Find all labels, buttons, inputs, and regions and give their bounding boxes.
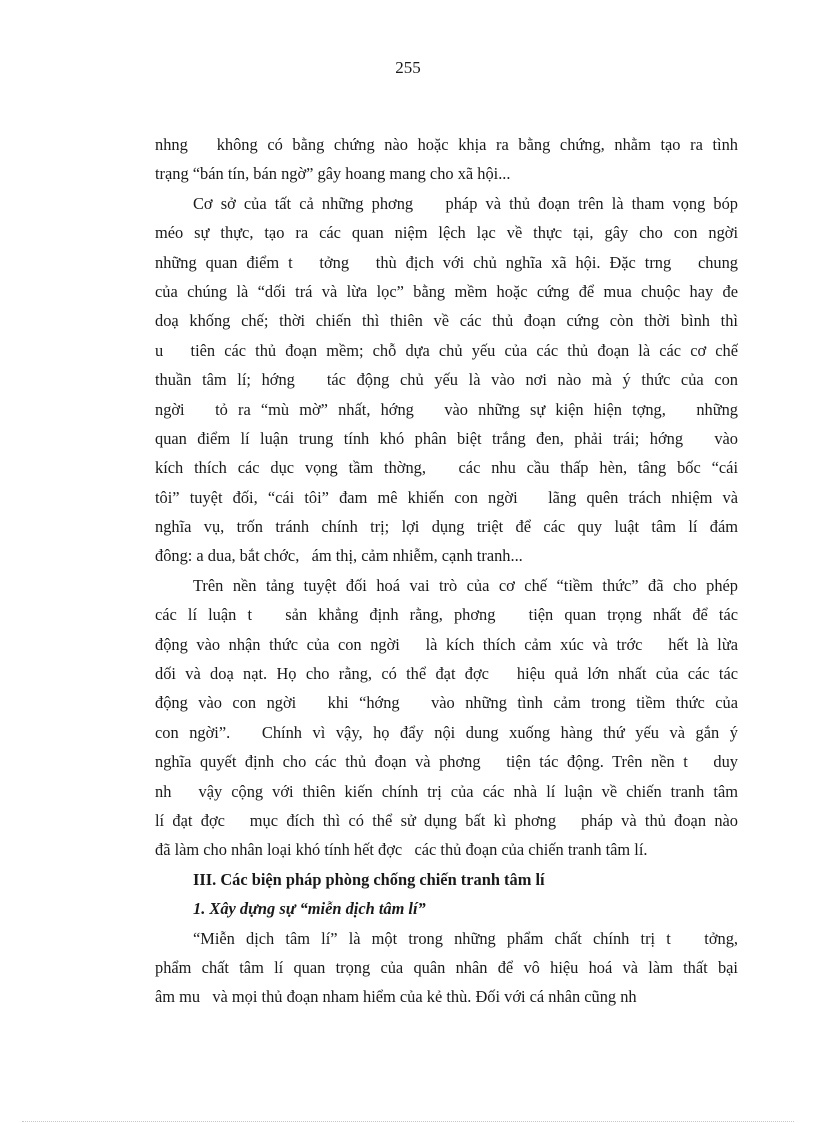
text-line: những quan điểm t tởng thù địch với chủ nghĩa xã hội. Đặc trng chung bbox=[155, 252, 738, 272]
text-line: thuần tâm lí; hớng tác động chủ yếu là vào nơi nào mà ý thức của con bbox=[155, 370, 738, 390]
text-line: động vào con ngời khi “hớng vào những tình cảm trong tiềm thức của bbox=[155, 693, 738, 713]
text-line: đã làm cho nhân loại khó tính hết đợc các thủ đoạn của chiến tranh tâm lí. bbox=[155, 840, 648, 860]
text-line: nh vậy cộng với thiên kiến chính trị của các nhà lí luận về chiến tranh tâm bbox=[155, 781, 738, 801]
text-line: quan điểm lí luận trung tính khó phân biệt trắng đen, phải trái; hớng vào bbox=[155, 428, 738, 448]
paragraph-2 bbox=[155, 189, 738, 571]
text-line: đông: a dua, bắt chớc, ám thị, cảm nhiễm, cạnh tranh... bbox=[155, 546, 523, 566]
text-line: con ngời”. Chính vì vậy, họ đẩy nội dung xuống hàng thứ yếu và gắn ý bbox=[155, 722, 738, 742]
text-line: ngời tỏ ra “mù mờ” nhất, hớng vào những sự kiện hiện tợng, những bbox=[155, 399, 738, 419]
text-line: phẩm chất tâm lí quan trọng của quân nhân để vô hiệu hoá và làm thất bại bbox=[155, 957, 738, 977]
text-line: méo sự thực, tạo ra các quan niệm lệch lạc về thực tại, gây cho con ngời bbox=[155, 223, 738, 243]
text-line: u tiên các thủ đoạn mềm; chỗ dựa chủ yếu của các thủ đoạn là các cơ chế bbox=[155, 340, 738, 360]
text-line: âm mu và mọi thủ đoạn nham hiểm của kẻ thù. Đối với cá nhân cũng nh bbox=[155, 987, 637, 1007]
text-line: trạng “bán tín, bán ngờ” gây hoang mang cho xã hội... bbox=[155, 164, 511, 184]
text-line: tôi” tuyệt đối, “cái tôi” đam mê khiến con ngời lãng quên trách nhiệm và bbox=[155, 487, 738, 507]
text-line: nghĩa quyết định cho các thủ đoạn và phơng tiện tác động. Trên nền t duy bbox=[155, 752, 738, 772]
page-number: 255 bbox=[395, 58, 421, 77]
section-heading: III. Các biện pháp phòng chống chiến tranh tâm lí bbox=[193, 869, 545, 889]
text-line: Trên nền tảng tuyệt đối hoá vai trò của cơ chế “tiềm thức” đã cho phép bbox=[193, 575, 738, 595]
page-bottom-divider bbox=[22, 1121, 794, 1122]
paragraph-4 bbox=[155, 924, 738, 1012]
page-body bbox=[155, 130, 738, 1012]
text-line: Cơ sở của tất cả những phơng pháp và thủ đoạn trên là tham vọng bóp bbox=[193, 193, 738, 213]
text-line: động vào nhận thức của con ngời là kích thích cảm xúc và trớc hết là lừa bbox=[155, 634, 738, 654]
text-line: kích thích các dục vọng tầm thờng, các nhu cầu thấp hèn, tâng bốc “cái bbox=[155, 458, 738, 478]
paragraph-1 bbox=[155, 130, 738, 189]
subsection-heading: 1. Xây dựng sự “miễn dịch tâm lí” bbox=[193, 899, 426, 919]
text-line: lí đạt đợc mục đích thì có thể sử dụng bất kì phơng pháp và thủ đoạn nào bbox=[155, 810, 738, 830]
text-line: nhng không có bằng chứng nào hoặc khịa ra bằng chứng, nhằm tạo ra tình bbox=[155, 135, 738, 154]
text-line: các lí luận t sản khẳng định rằng, phơng tiện quan trọng nhất để tác bbox=[155, 605, 738, 625]
text-line: của chúng là “dối trá và lừa lọc” bằng mềm hoặc cứng để mua chuộc hay đe bbox=[155, 281, 738, 301]
text-line: dối và doạ nạt. Họ cho rằng, có thể đạt đợc hiệu quả lớn nhất của các tác bbox=[155, 664, 738, 684]
text-line: doạ khống chế; thời chiến thì thiên về các thủ đoạn cứng còn thời bình thì bbox=[155, 311, 738, 331]
paragraph-3 bbox=[155, 571, 738, 865]
text-line: nghĩa vụ, trốn tránh chính trị; lợi dụng triệt để các quy luật tâm lí đám bbox=[155, 517, 738, 537]
text-line: “Miễn dịch tâm lí” là một trong những phẩm chất chính trị t tởng, bbox=[193, 928, 738, 948]
